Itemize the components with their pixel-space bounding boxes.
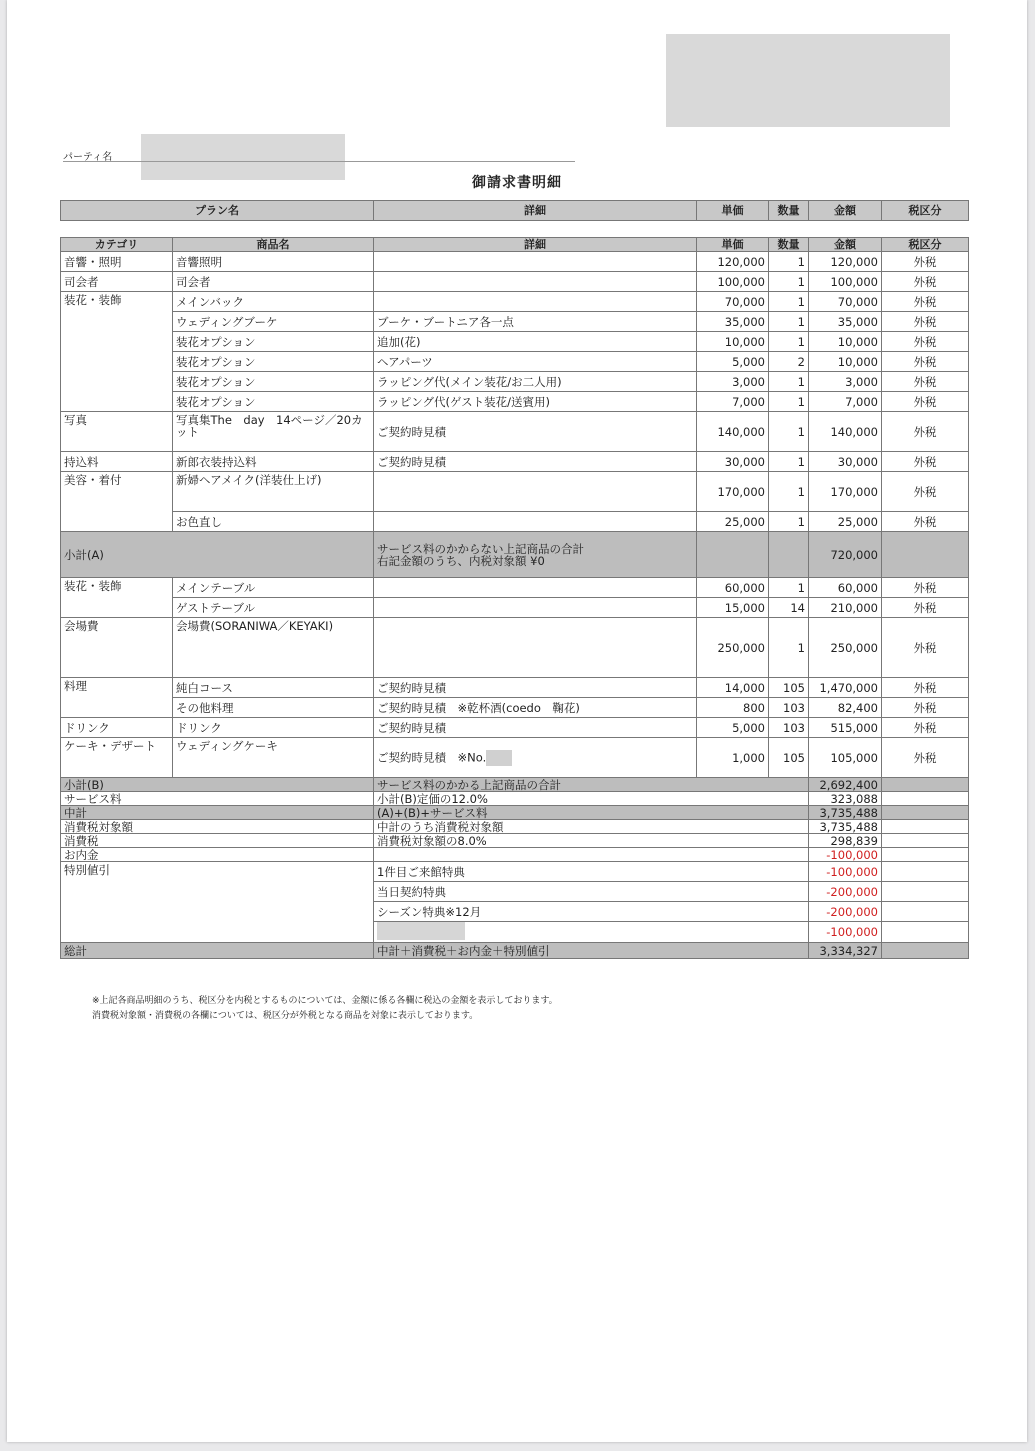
empty-cell <box>697 532 769 578</box>
invoice-page <box>7 0 1027 1442</box>
plan-header-cell: 金額 <box>809 201 882 221</box>
summary-amount: 2,692,400 <box>809 778 882 792</box>
table-row <box>61 252 969 272</box>
tax-cell: 外税 <box>882 452 969 472</box>
item-name-cell: 写真集The day 14ページ／20カット <box>173 412 374 452</box>
empty-cell <box>769 532 809 578</box>
discount-amount: -200,000 <box>809 902 882 922</box>
empty-cell <box>882 922 969 943</box>
items-header-cell: 税区分 <box>882 238 969 252</box>
item-name-cell: 会場費(SORANIWA／KEYAKI) <box>173 618 374 678</box>
price-cell: 140,000 <box>697 412 769 452</box>
item-name-cell: メインバック <box>173 292 374 312</box>
qty-cell: 1 <box>769 372 809 392</box>
plan-header-cell: 数量 <box>769 201 809 221</box>
subtotal-a-detail-line1: サービス料のかからない上記商品の合計 <box>377 541 584 556</box>
table-row <box>61 618 969 678</box>
detail-cell <box>374 598 697 618</box>
footnote-1: ※上記各商品明細のうち、税区分を内税とするものについては、金額に係る各欄に税込の金額を表示しております。 <box>92 996 558 1006</box>
detail-cell <box>374 618 697 678</box>
discount-detail <box>374 922 809 943</box>
summary-label: 消費税対象額 <box>61 820 374 834</box>
empty-cell <box>882 820 969 834</box>
table-row <box>61 352 969 372</box>
amount-cell: 105,000 <box>809 738 882 778</box>
price-cell: 5,000 <box>697 718 769 738</box>
empty-cell <box>882 862 969 882</box>
redacted-cake-number <box>486 750 512 766</box>
detail-cell: ヘアパーツ <box>374 352 697 372</box>
detail-cell <box>374 252 697 272</box>
category-cell: 持込料 <box>61 452 173 472</box>
price-cell: 14,000 <box>697 678 769 698</box>
tax-cell: 外税 <box>882 292 969 312</box>
amount-cell: 10,000 <box>809 332 882 352</box>
empty-cell <box>882 848 969 862</box>
price-cell: 70,000 <box>697 292 769 312</box>
plan-header-cell: プラン名 <box>61 201 374 221</box>
empty-cell <box>882 532 969 578</box>
footnote-2: 消費税対象額・消費税の各欄については、税区分が外税となる商品を対象に表示しております。 <box>92 1011 479 1021</box>
table-row <box>61 392 969 412</box>
amount-cell: 30,000 <box>809 452 882 472</box>
amount-cell: 515,000 <box>809 718 882 738</box>
summary-detail: 小計(B)定価の12.0% <box>374 792 809 806</box>
price-cell: 35,000 <box>697 312 769 332</box>
tax-cell: 外税 <box>882 618 969 678</box>
price-cell: 1,000 <box>697 738 769 778</box>
tax-cell: 外税 <box>882 578 969 598</box>
subtotal-a-row <box>61 532 969 578</box>
table-row <box>61 578 969 598</box>
item-name-cell: ドリンク <box>173 718 374 738</box>
tax-cell: 外税 <box>882 472 969 512</box>
total-amount: 3,334,327 <box>809 943 882 959</box>
qty-cell: 105 <box>769 738 809 778</box>
item-name-cell: 装花オプション <box>173 332 374 352</box>
detail-cell <box>374 272 697 292</box>
detail-cell: ラッピング代(メイン装花/お二人用) <box>374 372 697 392</box>
item-name-cell: 純白コース <box>173 678 374 698</box>
detail-cell <box>374 472 697 512</box>
item-name-cell: 音響照明 <box>173 252 374 272</box>
summary-label: 中計 <box>61 806 374 820</box>
qty-cell: 1 <box>769 512 809 532</box>
amount-cell: 3,000 <box>809 372 882 392</box>
summary-amount: 3,735,488 <box>809 806 882 820</box>
party-name-line <box>63 161 575 162</box>
summary-detail: 中計のうち消費税対象額 <box>374 820 809 834</box>
item-name-cell: 装花オプション <box>173 392 374 412</box>
amount-cell: 210,000 <box>809 598 882 618</box>
items-header-cell: 金額 <box>809 238 882 252</box>
qty-cell: 1 <box>769 252 809 272</box>
qty-cell: 1 <box>769 578 809 598</box>
price-cell: 10,000 <box>697 332 769 352</box>
party-name-label: パーティ名 <box>63 152 113 163</box>
summary-row <box>61 834 969 848</box>
plan-header-cell: 単価 <box>697 201 769 221</box>
price-cell: 15,000 <box>697 598 769 618</box>
qty-cell: 2 <box>769 352 809 372</box>
summary-amount: 3,735,488 <box>809 820 882 834</box>
item-name-cell: ウェディングブーケ <box>173 312 374 332</box>
item-name-cell: その他料理 <box>173 698 374 718</box>
item-name-cell: メインテーブル <box>173 578 374 598</box>
discount-amount: -100,000 <box>809 862 882 882</box>
summary-detail: (A)+(B)+サービス料 <box>374 806 809 820</box>
table-row <box>61 412 969 452</box>
category-cell: 会場費 <box>61 618 173 678</box>
plan-header-row <box>61 201 969 221</box>
detail-cell: 追加(花) <box>374 332 697 352</box>
amount-cell: 140,000 <box>809 412 882 452</box>
items-header-cell: カテゴリ <box>61 238 173 252</box>
summary-row <box>61 778 969 792</box>
item-name-cell: ウェディングケーキ <box>173 738 374 778</box>
amount-cell: 170,000 <box>809 472 882 512</box>
summary-label: 小計(B) <box>61 778 374 792</box>
discount-detail: 当日契約特典 <box>374 882 809 902</box>
redacted-discount-name <box>377 922 465 940</box>
table-row <box>61 292 969 312</box>
tax-cell: 外税 <box>882 698 969 718</box>
items-header-cell: 商品名 <box>173 238 374 252</box>
detail-cell: ブーケ・ブートニア各一点 <box>374 312 697 332</box>
discount-label: 特別値引 <box>61 862 374 943</box>
item-name-cell: 新婦ヘアメイク(洋装仕上げ) <box>173 472 374 512</box>
price-cell: 800 <box>697 698 769 718</box>
price-cell: 5,000 <box>697 352 769 372</box>
items-header-cell: 詳細 <box>374 238 697 252</box>
summary-detail: 消費税対象額の8.0% <box>374 834 809 848</box>
summary-row <box>61 792 969 806</box>
qty-cell: 1 <box>769 332 809 352</box>
table-row <box>61 452 969 472</box>
empty-cell <box>882 882 969 902</box>
amount-cell: 100,000 <box>809 272 882 292</box>
discount-detail: 1件目ご来館特典 <box>374 862 809 882</box>
total-label: 総計 <box>61 943 374 959</box>
discount-row <box>61 862 969 882</box>
item-name-cell: 司会者 <box>173 272 374 292</box>
table-row <box>61 372 969 392</box>
category-cell: 装花・装飾 <box>61 578 173 618</box>
tax-cell: 外税 <box>882 372 969 392</box>
table-row <box>61 312 969 332</box>
detail-cell <box>374 512 697 532</box>
category-cell: 音響・照明 <box>61 252 173 272</box>
summary-detail <box>374 848 809 862</box>
category-cell: ケーキ・デザート <box>61 738 173 778</box>
table-row <box>61 738 969 778</box>
price-cell: 170,000 <box>697 472 769 512</box>
amount-cell: 10,000 <box>809 352 882 372</box>
qty-cell: 1 <box>769 412 809 452</box>
price-cell: 100,000 <box>697 272 769 292</box>
qty-cell: 1 <box>769 392 809 412</box>
item-name-cell: 装花オプション <box>173 372 374 392</box>
table-row <box>61 718 969 738</box>
summary-detail: サービス料のかかる上記商品の合計 <box>374 778 809 792</box>
category-cell: 料理 <box>61 678 173 718</box>
detail-text: ご契約時見積 ※No. <box>377 750 487 764</box>
discount-amount: -200,000 <box>809 882 882 902</box>
qty-cell: 103 <box>769 718 809 738</box>
price-cell: 120,000 <box>697 252 769 272</box>
summary-amount: 298,839 <box>809 834 882 848</box>
qty-cell: 1 <box>769 272 809 292</box>
qty-cell: 103 <box>769 698 809 718</box>
summary-row <box>61 806 969 820</box>
table-row <box>61 332 969 352</box>
discount-amount: -100,000 <box>809 922 882 943</box>
detail-cell <box>374 292 697 312</box>
detail-cell: ご契約時見積 <box>374 718 697 738</box>
qty-cell: 14 <box>769 598 809 618</box>
amount-cell: 25,000 <box>809 512 882 532</box>
items-table <box>60 237 969 959</box>
tax-cell: 外税 <box>882 718 969 738</box>
items-header-row <box>61 238 969 252</box>
empty-cell <box>882 806 969 820</box>
tax-cell: 外税 <box>882 412 969 452</box>
amount-cell: 35,000 <box>809 312 882 332</box>
subtotal-a-amount: 720,000 <box>809 532 882 578</box>
detail-cell: ご契約時見積 <box>374 412 697 452</box>
tax-cell: 外税 <box>882 392 969 412</box>
price-cell: 3,000 <box>697 372 769 392</box>
detail-cell: ご契約時見積 <box>374 452 697 472</box>
tax-cell: 外税 <box>882 512 969 532</box>
discount-detail: シーズン特典※12月 <box>374 902 809 922</box>
items-header-cell: 単価 <box>697 238 769 252</box>
table-row <box>61 678 969 698</box>
category-cell: ドリンク <box>61 718 173 738</box>
item-name-cell: 新郎衣装持込料 <box>173 452 374 472</box>
price-cell: 25,000 <box>697 512 769 532</box>
empty-cell <box>882 902 969 922</box>
tax-cell: 外税 <box>882 272 969 292</box>
table-row <box>61 472 969 512</box>
tax-cell: 外税 <box>882 598 969 618</box>
table-row <box>61 512 969 532</box>
qty-cell: 1 <box>769 292 809 312</box>
detail-cell <box>374 578 697 598</box>
item-name-cell: ゲストテーブル <box>173 598 374 618</box>
item-name-cell: 装花オプション <box>173 352 374 372</box>
empty-cell <box>882 943 969 959</box>
summary-label: 消費税 <box>61 834 374 848</box>
plan-table <box>60 200 969 221</box>
category-cell: 写真 <box>61 412 173 452</box>
amount-cell: 250,000 <box>809 618 882 678</box>
item-name-cell: お色直し <box>173 512 374 532</box>
subtotal-a-label: 小計(A) <box>61 532 374 578</box>
detail-cell: ご契約時見積 ※乾杯酒(coedo 鞠花) <box>374 698 697 718</box>
tax-cell: 外税 <box>882 738 969 778</box>
category-cell: 美容・着付 <box>61 472 173 532</box>
summary-label: サービス料 <box>61 792 374 806</box>
detail-cell <box>374 738 697 778</box>
category-cell: 装花・装飾 <box>61 292 173 412</box>
summary-label: お内金 <box>61 848 374 862</box>
category-cell: 司会者 <box>61 272 173 292</box>
price-cell: 250,000 <box>697 618 769 678</box>
tax-cell: 外税 <box>882 332 969 352</box>
redacted-logo <box>666 34 950 127</box>
amount-cell: 120,000 <box>809 252 882 272</box>
empty-cell <box>882 792 969 806</box>
document-title: 御請求書明細 <box>472 175 562 191</box>
subtotal-a-detail <box>374 532 697 578</box>
table-row <box>61 698 969 718</box>
empty-cell <box>882 778 969 792</box>
plan-header-cell: 税区分 <box>882 201 969 221</box>
tax-cell: 外税 <box>882 678 969 698</box>
tax-cell: 外税 <box>882 252 969 272</box>
price-cell: 7,000 <box>697 392 769 412</box>
summary-amount: 323,088 <box>809 792 882 806</box>
qty-cell: 105 <box>769 678 809 698</box>
qty-cell: 1 <box>769 312 809 332</box>
total-detail: 中計＋消費税＋お内金＋特別値引 <box>374 943 809 959</box>
amount-cell: 70,000 <box>809 292 882 312</box>
summary-row <box>61 820 969 834</box>
amount-cell: 1,470,000 <box>809 678 882 698</box>
subtotal-a-detail-line2: 右記金額のうち、内税対象額 ¥0 <box>377 553 545 568</box>
amount-cell: 82,400 <box>809 698 882 718</box>
price-cell: 30,000 <box>697 452 769 472</box>
table-row <box>61 598 969 618</box>
amount-cell: 7,000 <box>809 392 882 412</box>
total-row <box>61 943 969 959</box>
price-cell: 60,000 <box>697 578 769 598</box>
qty-cell: 1 <box>769 472 809 512</box>
summary-row <box>61 848 969 862</box>
empty-cell <box>882 834 969 848</box>
table-row <box>61 272 969 292</box>
items-header-cell: 数量 <box>769 238 809 252</box>
summary-amount: -100,000 <box>809 848 882 862</box>
tax-cell: 外税 <box>882 312 969 332</box>
detail-cell: ご契約時見積 <box>374 678 697 698</box>
tax-cell: 外税 <box>882 352 969 372</box>
detail-cell: ラッピング代(ゲスト装花/送賓用) <box>374 392 697 412</box>
plan-header-cell: 詳細 <box>374 201 697 221</box>
qty-cell: 1 <box>769 452 809 472</box>
qty-cell: 1 <box>769 618 809 678</box>
amount-cell: 60,000 <box>809 578 882 598</box>
